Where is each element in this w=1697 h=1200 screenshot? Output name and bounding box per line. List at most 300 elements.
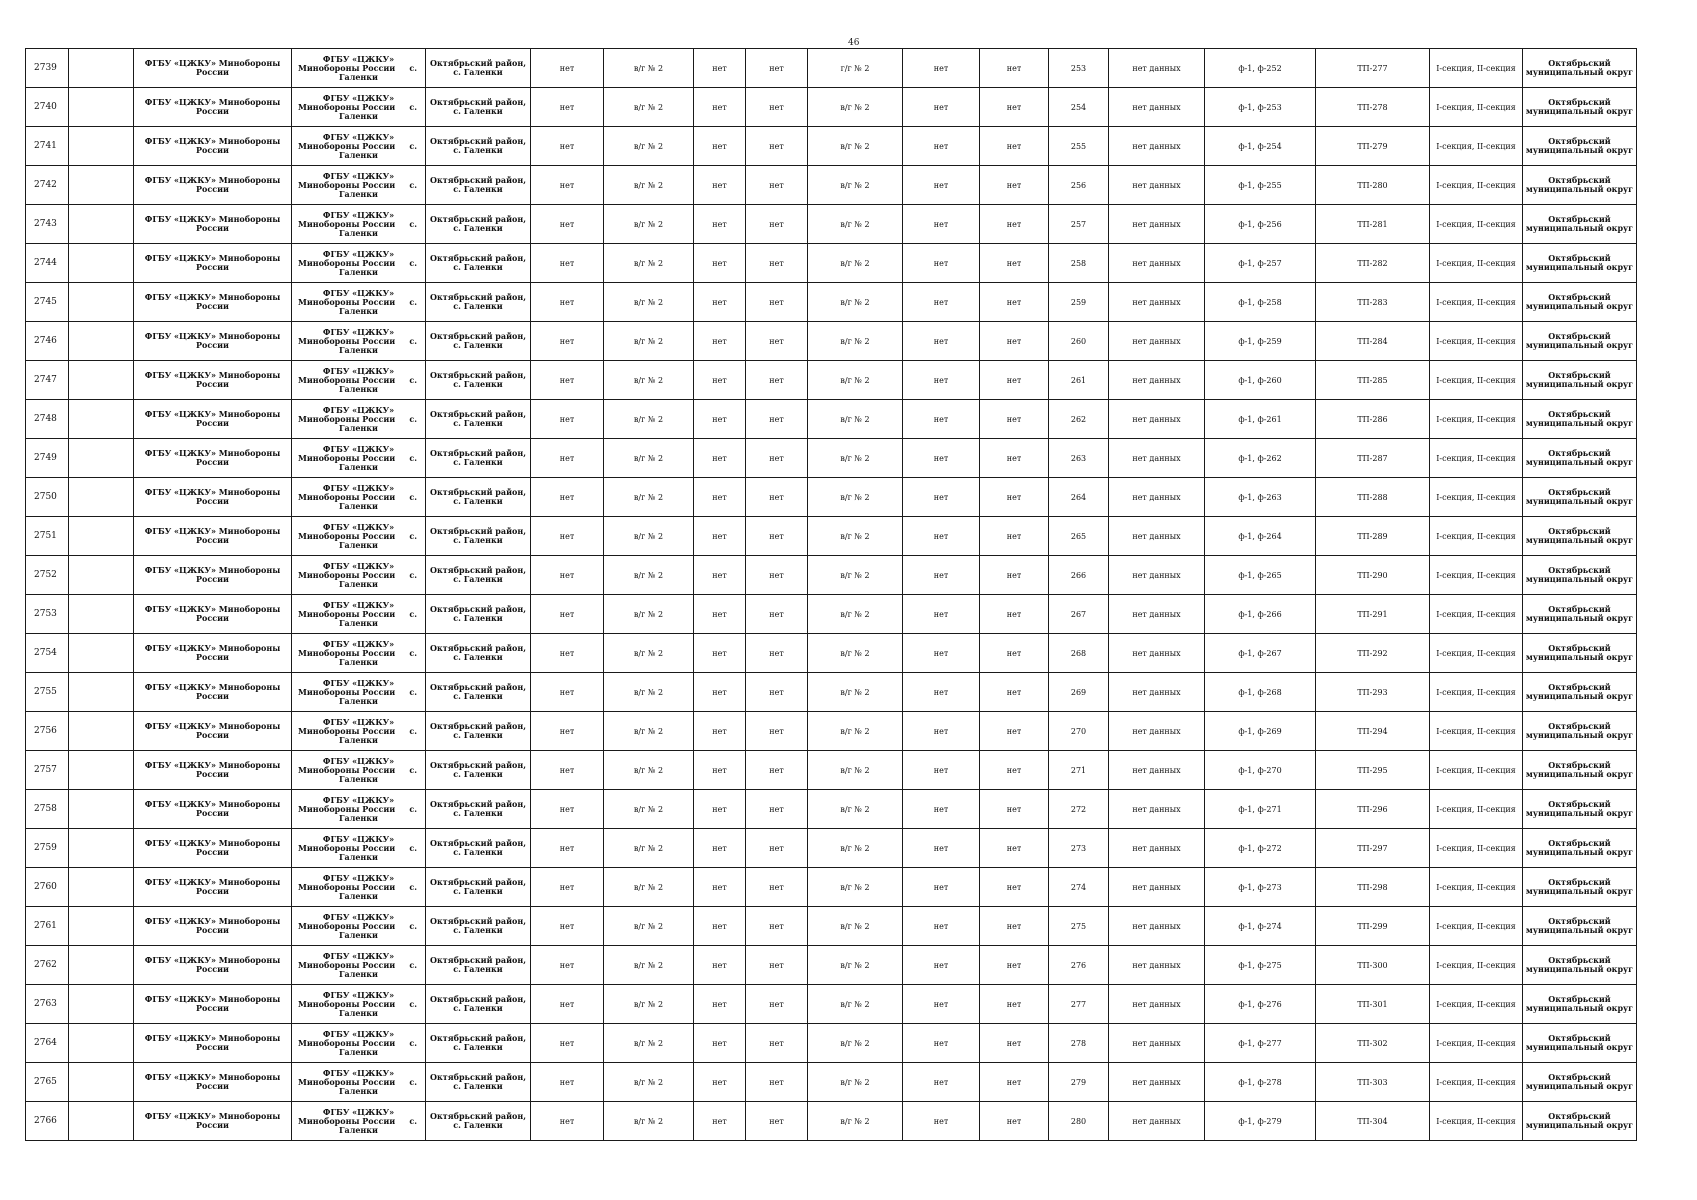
owner-cell bbox=[292, 1102, 426, 1141]
district-cell: Октябрьский муниципальный округ bbox=[1523, 478, 1637, 517]
page-marker: 46 bbox=[848, 38, 860, 48]
owner-cell bbox=[292, 868, 426, 907]
data-cell-c8: нет bbox=[746, 1102, 808, 1141]
data-cell-c11: нет bbox=[980, 595, 1049, 634]
data-cell-c6: в/г № 2 bbox=[604, 322, 694, 361]
data-cell-c9: в/г № 2 bbox=[808, 88, 903, 127]
empty-cell bbox=[69, 595, 134, 634]
data-cell-c8: нет bbox=[746, 1024, 808, 1063]
data-cell-c13: нет данных bbox=[1109, 1102, 1205, 1141]
owner-name: Минобороны России bbox=[298, 608, 396, 619]
data-cell-c13: нет данных bbox=[1109, 985, 1205, 1024]
owner-village: Галенки bbox=[338, 1046, 378, 1057]
data-cell-c14: ф-1, ф-253 bbox=[1205, 88, 1316, 127]
district-cell: Октябрьский муниципальный округ bbox=[1523, 88, 1637, 127]
operator-cell: ФГБУ «ЦЖКУ» Минобороны России bbox=[134, 634, 292, 673]
data-cell-c6: в/г № 2 bbox=[604, 751, 694, 790]
row-number: 2741 bbox=[26, 127, 69, 166]
empty-cell bbox=[69, 166, 134, 205]
owner-village: Галенки bbox=[338, 734, 378, 745]
data-cell-c6: в/г № 2 bbox=[604, 634, 694, 673]
data-cell-c7: нет bbox=[694, 985, 746, 1024]
owner-name: Минобороны России bbox=[298, 920, 396, 931]
district-cell: Октябрьский муниципальный округ bbox=[1523, 556, 1637, 595]
data-cell-c10: нет bbox=[903, 907, 980, 946]
data-cell-c16: I-секция, II-секция bbox=[1430, 127, 1523, 166]
owner-name: Минобороны России bbox=[298, 374, 396, 385]
owner-line: ФГБУ «ЦЖКУ» bbox=[322, 92, 395, 103]
data-cell-c12: 276 bbox=[1049, 946, 1109, 985]
owner-name: Минобороны России bbox=[298, 452, 396, 463]
owner-village: Галенки bbox=[338, 695, 378, 706]
owner-line: ФГБУ «ЦЖКУ» bbox=[322, 833, 395, 844]
data-cell-c7: нет bbox=[694, 1063, 746, 1102]
data-cell-c10: нет bbox=[903, 361, 980, 400]
district-cell: Октябрьский муниципальный округ bbox=[1523, 868, 1637, 907]
location-cell: Октябрьский район, с. Галенки bbox=[426, 946, 531, 985]
data-cell-c14: ф-1, ф-278 bbox=[1205, 1063, 1316, 1102]
owner-village: Галенки bbox=[338, 227, 378, 238]
operator-cell: ФГБУ «ЦЖКУ» Минобороны России bbox=[134, 1063, 292, 1102]
empty-cell bbox=[69, 985, 134, 1024]
data-cell-c16: I-секция, II-секция bbox=[1430, 868, 1523, 907]
district-cell: Октябрьский муниципальный округ bbox=[1523, 166, 1637, 205]
data-cell-c9: в/г № 2 bbox=[808, 166, 903, 205]
owner-name: Минобороны России bbox=[298, 179, 396, 190]
owner-village: Галенки bbox=[338, 773, 378, 784]
operator-cell: ФГБУ «ЦЖКУ» Минобороны России bbox=[134, 868, 292, 907]
data-cell-c5: нет bbox=[531, 127, 604, 166]
data-cell-c13: нет данных bbox=[1109, 361, 1205, 400]
data-cell-c7: нет bbox=[694, 361, 746, 400]
data-cell-c9: в/г № 2 bbox=[808, 556, 903, 595]
data-cell-c7: нет bbox=[694, 205, 746, 244]
empty-cell bbox=[69, 244, 134, 283]
table-row bbox=[26, 790, 1637, 829]
data-cell-c11: нет bbox=[980, 1024, 1049, 1063]
operator-cell: ФГБУ «ЦЖКУ» Минобороны России bbox=[134, 985, 292, 1024]
data-cell-c13: нет данных bbox=[1109, 1063, 1205, 1102]
registry-body bbox=[26, 49, 1637, 1141]
owner-village: Галенки bbox=[338, 656, 378, 667]
data-cell-c14: ф-1, ф-279 bbox=[1205, 1102, 1316, 1141]
data-cell-c9: в/г № 2 bbox=[808, 595, 903, 634]
data-cell-c9: в/г № 2 bbox=[808, 283, 903, 322]
data-cell-c14: ф-1, ф-256 bbox=[1205, 205, 1316, 244]
empty-cell bbox=[69, 790, 134, 829]
data-cell-c15: ТП-302 bbox=[1316, 1024, 1430, 1063]
owner-prefix: с. bbox=[409, 803, 417, 814]
data-cell-c8: нет bbox=[746, 166, 808, 205]
owner-prefix: с. bbox=[409, 413, 417, 424]
owner-line: ФГБУ «ЦЖКУ» bbox=[322, 911, 395, 922]
empty-cell bbox=[69, 478, 134, 517]
row-number: 2766 bbox=[26, 1102, 69, 1141]
owner-prefix: с. bbox=[409, 452, 417, 463]
data-cell-c6: в/г № 2 bbox=[604, 595, 694, 634]
operator-cell: ФГБУ «ЦЖКУ» Минобороны России bbox=[134, 88, 292, 127]
data-cell-c14: ф-1, ф-261 bbox=[1205, 400, 1316, 439]
empty-cell bbox=[69, 946, 134, 985]
owner-prefix: с. bbox=[409, 257, 417, 268]
district-cell: Октябрьский муниципальный округ bbox=[1523, 1063, 1637, 1102]
data-cell-c15: ТП-283 bbox=[1316, 283, 1430, 322]
data-cell-c15: ТП-294 bbox=[1316, 712, 1430, 751]
table-row bbox=[26, 478, 1637, 517]
owner-prefix: с. bbox=[409, 374, 417, 385]
data-cell-c5: нет bbox=[531, 595, 604, 634]
data-cell-c13: нет данных bbox=[1109, 127, 1205, 166]
data-cell-c11: нет bbox=[980, 361, 1049, 400]
owner-line: ФГБУ «ЦЖКУ» bbox=[322, 209, 395, 220]
location-cell: Октябрьский район, с. Галенки bbox=[426, 829, 531, 868]
empty-cell bbox=[69, 439, 134, 478]
empty-cell bbox=[69, 556, 134, 595]
owner-name: Минобороны России bbox=[298, 569, 396, 580]
row-number: 2758 bbox=[26, 790, 69, 829]
data-cell-c7: нет bbox=[694, 829, 746, 868]
owner-village: Галенки bbox=[338, 812, 378, 823]
operator-cell: ФГБУ «ЦЖКУ» Минобороны России bbox=[134, 556, 292, 595]
data-cell-c15: ТП-293 bbox=[1316, 673, 1430, 712]
owner-village: Галенки bbox=[338, 149, 378, 160]
data-cell-c15: ТП-281 bbox=[1316, 205, 1430, 244]
location-cell: Октябрьский район, с. Галенки bbox=[426, 790, 531, 829]
location-cell: Октябрьский район, с. Галенки bbox=[426, 1063, 531, 1102]
table-row bbox=[26, 868, 1637, 907]
location-cell: Октябрьский район, с. Галенки bbox=[426, 1024, 531, 1063]
data-cell-c7: нет bbox=[694, 166, 746, 205]
data-cell-c6: в/г № 2 bbox=[604, 205, 694, 244]
data-cell-c16: I-секция, II-секция bbox=[1430, 517, 1523, 556]
operator-cell: ФГБУ «ЦЖКУ» Минобороны России bbox=[134, 790, 292, 829]
operator-cell: ФГБУ «ЦЖКУ» Минобороны России bbox=[134, 361, 292, 400]
empty-cell bbox=[69, 868, 134, 907]
data-cell-c11: нет bbox=[980, 88, 1049, 127]
data-cell-c13: нет данных bbox=[1109, 868, 1205, 907]
district-cell: Октябрьский муниципальный округ bbox=[1523, 439, 1637, 478]
data-cell-c11: нет bbox=[980, 1102, 1049, 1141]
data-cell-c14: ф-1, ф-257 bbox=[1205, 244, 1316, 283]
data-cell-c8: нет bbox=[746, 49, 808, 88]
data-cell-c11: нет bbox=[980, 790, 1049, 829]
district-cell: Октябрьский муниципальный округ bbox=[1523, 1024, 1637, 1063]
data-cell-c7: нет bbox=[694, 946, 746, 985]
data-cell-c16: I-секция, II-секция bbox=[1430, 1102, 1523, 1141]
owner-village: Галенки bbox=[338, 1007, 378, 1018]
owner-line: ФГБУ «ЦЖКУ» bbox=[322, 989, 395, 1000]
data-cell-c5: нет bbox=[531, 49, 604, 88]
table-row bbox=[26, 322, 1637, 361]
data-cell-c6: в/г № 2 bbox=[604, 127, 694, 166]
data-cell-c7: нет bbox=[694, 517, 746, 556]
data-cell-c9: в/г № 2 bbox=[808, 205, 903, 244]
district-cell: Октябрьский муниципальный округ bbox=[1523, 634, 1637, 673]
data-cell-c7: нет bbox=[694, 1024, 746, 1063]
owner-cell bbox=[292, 205, 426, 244]
data-cell-c9: в/г № 2 bbox=[808, 361, 903, 400]
data-cell-c16: I-секция, II-секция bbox=[1430, 244, 1523, 283]
owner-name: Минобороны России bbox=[298, 1076, 396, 1087]
owner-name: Минобороны России bbox=[298, 101, 396, 112]
table-row bbox=[26, 907, 1637, 946]
data-cell-c12: 253 bbox=[1049, 49, 1109, 88]
owner-village: Галенки bbox=[338, 110, 378, 121]
data-cell-c9: в/г № 2 bbox=[808, 1102, 903, 1141]
data-cell-c9: в/г № 2 bbox=[808, 751, 903, 790]
row-number: 2759 bbox=[26, 829, 69, 868]
data-cell-c9: в/г № 2 bbox=[808, 634, 903, 673]
owner-name: Минобороны России bbox=[298, 62, 396, 73]
data-cell-c7: нет bbox=[694, 244, 746, 283]
data-cell-c16: I-секция, II-секция bbox=[1430, 556, 1523, 595]
data-cell-c13: нет данных bbox=[1109, 595, 1205, 634]
empty-cell bbox=[69, 205, 134, 244]
data-cell-c6: в/г № 2 bbox=[604, 49, 694, 88]
data-cell-c7: нет bbox=[694, 712, 746, 751]
empty-cell bbox=[69, 634, 134, 673]
data-cell-c5: нет bbox=[531, 1063, 604, 1102]
location-cell: Октябрьский район, с. Галенки bbox=[426, 244, 531, 283]
owner-name: Минобороны России bbox=[298, 491, 396, 502]
data-cell-c5: нет bbox=[531, 478, 604, 517]
empty-cell bbox=[69, 283, 134, 322]
data-cell-c8: нет bbox=[746, 361, 808, 400]
owner-village: Галенки bbox=[338, 1085, 378, 1096]
district-cell: Октябрьский муниципальный округ bbox=[1523, 946, 1637, 985]
data-cell-c14: ф-1, ф-260 bbox=[1205, 361, 1316, 400]
operator-cell: ФГБУ «ЦЖКУ» Минобороны России bbox=[134, 946, 292, 985]
owner-cell bbox=[292, 556, 426, 595]
owner-line: ФГБУ «ЦЖКУ» bbox=[322, 755, 395, 766]
location-cell: Октябрьский район, с. Галенки bbox=[426, 556, 531, 595]
data-cell-c16: I-секция, II-секция bbox=[1430, 985, 1523, 1024]
data-cell-c13: нет данных bbox=[1109, 517, 1205, 556]
owner-cell bbox=[292, 829, 426, 868]
data-cell-c10: нет bbox=[903, 88, 980, 127]
data-cell-c5: нет bbox=[531, 673, 604, 712]
data-cell-c12: 255 bbox=[1049, 127, 1109, 166]
data-cell-c16: I-секция, II-секция bbox=[1430, 751, 1523, 790]
data-cell-c11: нет bbox=[980, 283, 1049, 322]
data-cell-c5: нет bbox=[531, 946, 604, 985]
data-cell-c10: нет bbox=[903, 556, 980, 595]
owner-cell bbox=[292, 517, 426, 556]
data-cell-c12: 258 bbox=[1049, 244, 1109, 283]
owner-cell bbox=[292, 439, 426, 478]
data-cell-c13: нет данных bbox=[1109, 322, 1205, 361]
data-cell-c16: I-секция, II-секция bbox=[1430, 829, 1523, 868]
data-cell-c12: 280 bbox=[1049, 1102, 1109, 1141]
location-cell: Октябрьский район, с. Галенки bbox=[426, 283, 531, 322]
district-cell: Октябрьский муниципальный округ bbox=[1523, 985, 1637, 1024]
data-cell-c8: нет bbox=[746, 322, 808, 361]
row-number: 2757 bbox=[26, 751, 69, 790]
data-cell-c12: 273 bbox=[1049, 829, 1109, 868]
owner-village: Галенки bbox=[338, 890, 378, 901]
data-cell-c8: нет bbox=[746, 985, 808, 1024]
data-cell-c14: ф-1, ф-273 bbox=[1205, 868, 1316, 907]
row-number: 2742 bbox=[26, 166, 69, 205]
data-cell-c16: I-секция, II-секция bbox=[1430, 49, 1523, 88]
district-cell: Октябрьский муниципальный округ bbox=[1523, 712, 1637, 751]
data-cell-c15: ТП-291 bbox=[1316, 595, 1430, 634]
location-cell: Октябрьский район, с. Галенки bbox=[426, 712, 531, 751]
data-cell-c7: нет bbox=[694, 556, 746, 595]
data-cell-c7: нет bbox=[694, 400, 746, 439]
data-cell-c13: нет данных bbox=[1109, 88, 1205, 127]
owner-name: Минобороны России bbox=[298, 959, 396, 970]
location-cell: Октябрьский район, с. Галенки bbox=[426, 673, 531, 712]
data-cell-c10: нет bbox=[903, 1063, 980, 1102]
owner-prefix: с. bbox=[409, 530, 417, 541]
owner-name: Минобороны России bbox=[298, 647, 396, 658]
row-number: 2763 bbox=[26, 985, 69, 1024]
data-cell-c9: в/г № 2 bbox=[808, 322, 903, 361]
table-row bbox=[26, 1102, 1637, 1141]
owner-village: Галенки bbox=[338, 851, 378, 862]
owner-prefix: с. bbox=[409, 1076, 417, 1087]
data-cell-c13: нет данных bbox=[1109, 946, 1205, 985]
owner-cell bbox=[292, 673, 426, 712]
data-cell-c13: нет данных bbox=[1109, 829, 1205, 868]
empty-cell bbox=[69, 88, 134, 127]
data-cell-c12: 254 bbox=[1049, 88, 1109, 127]
data-cell-c5: нет bbox=[531, 244, 604, 283]
data-cell-c10: нет bbox=[903, 790, 980, 829]
data-cell-c9: г/г № 2 bbox=[808, 49, 903, 88]
operator-cell: ФГБУ «ЦЖКУ» Минобороны России bbox=[134, 907, 292, 946]
data-cell-c10: нет bbox=[903, 127, 980, 166]
owner-cell bbox=[292, 49, 426, 88]
data-cell-c15: ТП-303 bbox=[1316, 1063, 1430, 1102]
owner-line: ФГБУ «ЦЖКУ» bbox=[322, 560, 395, 571]
owner-line: ФГБУ «ЦЖКУ» bbox=[322, 638, 395, 649]
location-cell: Октябрьский район, с. Галенки bbox=[426, 478, 531, 517]
owner-village: Галенки bbox=[338, 422, 378, 433]
data-cell-c11: нет bbox=[980, 868, 1049, 907]
data-cell-c10: нет bbox=[903, 868, 980, 907]
owner-prefix: с. bbox=[409, 101, 417, 112]
data-cell-c14: ф-1, ф-274 bbox=[1205, 907, 1316, 946]
data-cell-c6: в/г № 2 bbox=[604, 1102, 694, 1141]
data-cell-c12: 272 bbox=[1049, 790, 1109, 829]
data-cell-c9: в/г № 2 bbox=[808, 673, 903, 712]
owner-cell bbox=[292, 907, 426, 946]
location-cell: Октябрьский район, с. Галенки bbox=[426, 205, 531, 244]
row-number: 2746 bbox=[26, 322, 69, 361]
owner-line: ФГБУ «ЦЖКУ» bbox=[322, 521, 395, 532]
row-number: 2752 bbox=[26, 556, 69, 595]
data-cell-c9: в/г № 2 bbox=[808, 829, 903, 868]
owner-village: Галенки bbox=[338, 578, 378, 589]
data-cell-c8: нет bbox=[746, 907, 808, 946]
data-cell-c7: нет bbox=[694, 478, 746, 517]
table-row bbox=[26, 439, 1637, 478]
owner-name: Минобороны России bbox=[298, 764, 396, 775]
district-cell: Октябрьский муниципальный округ bbox=[1523, 751, 1637, 790]
data-cell-c14: ф-1, ф-276 bbox=[1205, 985, 1316, 1024]
district-cell: Октябрьский муниципальный округ bbox=[1523, 244, 1637, 283]
owner-cell bbox=[292, 166, 426, 205]
district-cell: Октябрьский муниципальный округ bbox=[1523, 127, 1637, 166]
empty-cell bbox=[69, 517, 134, 556]
data-cell-c7: нет bbox=[694, 49, 746, 88]
table-row bbox=[26, 244, 1637, 283]
data-cell-c12: 263 bbox=[1049, 439, 1109, 478]
data-cell-c15: ТП-296 bbox=[1316, 790, 1430, 829]
data-cell-c14: ф-1, ф-258 bbox=[1205, 283, 1316, 322]
data-cell-c7: нет bbox=[694, 595, 746, 634]
data-cell-c11: нет bbox=[980, 49, 1049, 88]
row-number: 2749 bbox=[26, 439, 69, 478]
data-cell-c14: ф-1, ф-271 bbox=[1205, 790, 1316, 829]
data-cell-c15: ТП-287 bbox=[1316, 439, 1430, 478]
empty-cell bbox=[69, 361, 134, 400]
data-cell-c6: в/г № 2 bbox=[604, 907, 694, 946]
operator-cell: ФГБУ «ЦЖКУ» Минобороны России bbox=[134, 751, 292, 790]
data-cell-c16: I-секция, II-секция bbox=[1430, 712, 1523, 751]
owner-prefix: с. bbox=[409, 647, 417, 658]
data-cell-c8: нет bbox=[746, 127, 808, 166]
owner-village: Галенки bbox=[338, 188, 378, 199]
data-cell-c8: нет bbox=[746, 283, 808, 322]
data-cell-c5: нет bbox=[531, 1102, 604, 1141]
data-cell-c12: 267 bbox=[1049, 595, 1109, 634]
owner-prefix: с. bbox=[409, 296, 417, 307]
data-cell-c6: в/г № 2 bbox=[604, 478, 694, 517]
operator-cell: ФГБУ «ЦЖКУ» Минобороны России bbox=[134, 49, 292, 88]
data-cell-c12: 260 bbox=[1049, 322, 1109, 361]
data-cell-c12: 278 bbox=[1049, 1024, 1109, 1063]
data-cell-c10: нет bbox=[903, 634, 980, 673]
owner-name: Минобороны России bbox=[298, 803, 396, 814]
data-cell-c7: нет bbox=[694, 751, 746, 790]
data-cell-c11: нет bbox=[980, 673, 1049, 712]
owner-line: ФГБУ «ЦЖКУ» bbox=[322, 53, 395, 64]
data-cell-c6: в/г № 2 bbox=[604, 868, 694, 907]
data-cell-c12: 279 bbox=[1049, 1063, 1109, 1102]
district-cell: Октябрьский муниципальный округ bbox=[1523, 790, 1637, 829]
owner-line: ФГБУ «ЦЖКУ» bbox=[322, 170, 395, 181]
data-cell-c5: нет bbox=[531, 439, 604, 478]
location-cell: Октябрьский район, с. Галенки bbox=[426, 1102, 531, 1141]
data-cell-c13: нет данных bbox=[1109, 673, 1205, 712]
row-number: 2765 bbox=[26, 1063, 69, 1102]
registry-page bbox=[25, 48, 1633, 1141]
owner-line: ФГБУ «ЦЖКУ» bbox=[322, 1106, 395, 1117]
data-cell-c14: ф-1, ф-266 bbox=[1205, 595, 1316, 634]
data-cell-c15: ТП-298 bbox=[1316, 868, 1430, 907]
data-cell-c11: нет bbox=[980, 166, 1049, 205]
data-cell-c12: 259 bbox=[1049, 283, 1109, 322]
owner-name: Минобороны России bbox=[298, 725, 396, 736]
owner-village: Галенки bbox=[338, 266, 378, 277]
data-cell-c11: нет bbox=[980, 556, 1049, 595]
location-cell: Октябрьский район, с. Галенки bbox=[426, 907, 531, 946]
data-cell-c6: в/г № 2 bbox=[604, 88, 694, 127]
data-cell-c12: 264 bbox=[1049, 478, 1109, 517]
owner-prefix: с. bbox=[409, 842, 417, 853]
data-cell-c6: в/г № 2 bbox=[604, 1063, 694, 1102]
data-cell-c14: ф-1, ф-270 bbox=[1205, 751, 1316, 790]
empty-cell bbox=[69, 322, 134, 361]
data-cell-c16: I-секция, II-секция bbox=[1430, 283, 1523, 322]
table-row bbox=[26, 712, 1637, 751]
data-cell-c8: нет bbox=[746, 244, 808, 283]
data-cell-c13: нет данных bbox=[1109, 712, 1205, 751]
data-cell-c16: I-секция, II-секция bbox=[1430, 790, 1523, 829]
